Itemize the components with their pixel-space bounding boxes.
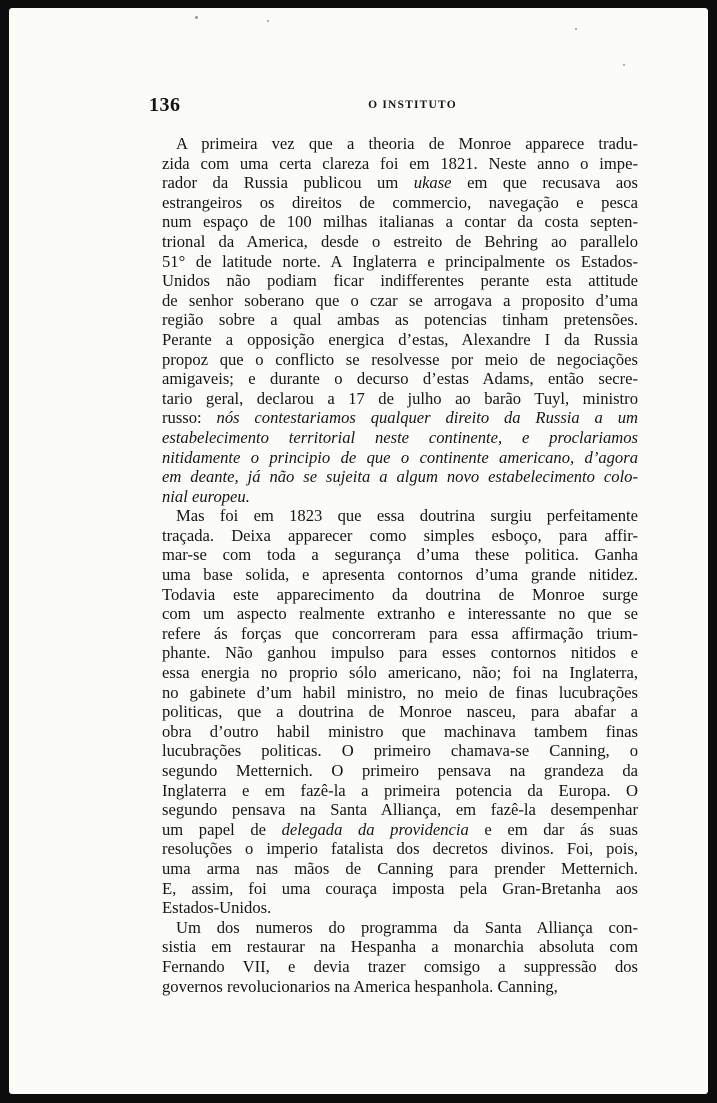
text-run: mar-se com toda a segurança d’uma these politica. Ganha xyxy=(162,545,638,565)
text-run: em que recusava aos xyxy=(451,173,638,193)
text-run: propoz que o conflicto se resolvesse por meio de negociações xyxy=(162,349,638,369)
page-header xyxy=(149,94,636,122)
scan-speck xyxy=(267,20,269,22)
text-line xyxy=(162,663,638,683)
text-line xyxy=(162,448,638,468)
page-number: 136 xyxy=(149,94,181,116)
text-run: de senhor soberano que o czar se arrogava a proposito d’uma xyxy=(162,290,638,310)
text-line xyxy=(162,898,638,918)
text-line xyxy=(162,937,638,957)
text-run: zida com uma certa clareza foi em 1821. Neste anno o impe- xyxy=(162,153,638,173)
italic-text: nial europeu. xyxy=(162,486,250,506)
text-run: politicas, que a doutrina de Monroe nasceu, para abafar a xyxy=(162,702,638,722)
text-run: tario geral, declarou a 17 de julho ao barão Tuyl, ministro xyxy=(162,388,638,408)
text-run: A primeira vez que a theoria de Monroe apparece tradu- xyxy=(176,134,638,153)
text-line xyxy=(162,154,638,174)
text-line xyxy=(162,134,638,154)
text-line xyxy=(162,781,638,801)
text-line xyxy=(162,310,638,330)
text-run: Um dos numeros do programma da Santa Alliança con- xyxy=(176,917,638,937)
text-run: rador da Russia publicou um xyxy=(162,173,414,193)
text-line xyxy=(162,545,638,565)
text-run: Todavia este apparecimento da doutrina de Monroe surge xyxy=(162,584,638,604)
text-run: russo: xyxy=(162,408,217,428)
text-run: trional da America, desde o estreito de Behring ao parallelo xyxy=(162,231,638,251)
text-run: um papel de xyxy=(162,819,282,839)
text-line xyxy=(162,820,638,840)
scanned-page xyxy=(9,8,708,1094)
text-line xyxy=(162,918,638,938)
text-line xyxy=(162,957,638,977)
text-run: 51° de latitude norte. A Inglaterra e principalmente os Estados- xyxy=(162,251,638,271)
scan-speck xyxy=(623,64,625,66)
text-run: num espaço de 100 milhas italianas a contar da costa septen- xyxy=(162,212,638,232)
text-line xyxy=(162,252,638,272)
text-run: E, assim, foi uma couraça imposta pela Gran-Bretanha aos xyxy=(162,878,638,898)
text-run: sistia em restaurar na Hespanha a monarchia absoluta com xyxy=(162,937,638,957)
text-run: Inglaterra e em fazê-la a primeira potencia da Europa. O xyxy=(162,780,638,800)
text-line xyxy=(162,291,638,311)
text-run: uma base solida, e apresenta contornos d’uma grande nitidez. xyxy=(162,565,638,585)
text-run: Unidos não podiam ficar indifferentes perante esta attitude xyxy=(162,271,638,291)
text-run: Mas foi em 1823 que essa doutrina surgiu perfeitamente xyxy=(176,506,638,526)
italic-text: em deante, já não se sujeita a algum novo estabelecimento colo- xyxy=(162,467,638,487)
scan-speck xyxy=(575,28,577,30)
text-line xyxy=(162,467,638,487)
text-run: Estados-Unidos. xyxy=(162,898,272,918)
text-run: lucubrações politicas. O primeiro chamava-se Canning, o xyxy=(162,741,638,761)
running-title: O INSTITUTO xyxy=(368,99,457,111)
text-run: segundo pensava na Santa Alliança, em fazê-la desempenhar xyxy=(162,800,638,820)
text-run: governos revolucionarios na America hespanhola. Canning, xyxy=(162,976,558,996)
text-run: refere ás forças que concorreram para essa affirmação trium- xyxy=(162,623,638,643)
text-line xyxy=(162,408,638,428)
text-line xyxy=(162,565,638,585)
text-line xyxy=(162,879,638,899)
text-run: obra d’outro habil ministro que machinava tambem finas xyxy=(162,721,638,741)
italic-text: estabelecimento territorial neste continente, e proclariamos xyxy=(162,427,638,447)
text-line xyxy=(162,585,638,605)
text-line xyxy=(162,526,638,546)
text-run: Fernando VII, e devia trazer comsigo a suppressão dos xyxy=(162,956,638,976)
text-run: traçada. Deixa apparecer como simples esboço, para affir- xyxy=(162,525,638,545)
text-line xyxy=(162,643,638,663)
text-run: e em dar ás suas xyxy=(468,819,638,839)
text-line xyxy=(162,212,638,232)
italic-text: delegada da providencia xyxy=(281,819,469,839)
text-line xyxy=(162,624,638,644)
italic-text: nitidamente o principio de que o continente americano, d’agora xyxy=(162,447,638,467)
text-run: essa energia no proprio sólo americano, não; foi na Inglaterra, xyxy=(162,663,638,683)
text-line xyxy=(162,369,638,389)
italic-text: ukase xyxy=(413,173,452,193)
text-run: phante. Não ganhou impulso para esses contornos nitidos e xyxy=(162,643,638,663)
text-line xyxy=(162,193,638,213)
text-line xyxy=(162,839,638,859)
text-line xyxy=(162,800,638,820)
text-line xyxy=(162,604,638,624)
text-line xyxy=(162,389,638,409)
text-line xyxy=(162,487,638,507)
text-line xyxy=(162,859,638,879)
text-line xyxy=(162,428,638,448)
text-line xyxy=(162,683,638,703)
text-run: resoluções o imperio fatalista dos decretos divinos. Foi, pois, xyxy=(162,839,638,859)
italic-text: nós contestariamos qualquer direito da Russia a um xyxy=(216,408,638,428)
text-run: com um aspecto realmente extranho e interessante no que se xyxy=(162,604,638,624)
text-line xyxy=(162,506,638,526)
scan-speck xyxy=(195,16,198,19)
text-run: estrangeiros os direitos de commercio, navegação e pesca xyxy=(162,192,638,212)
body-text xyxy=(162,134,638,996)
text-run: segundo Metternich. O primeiro pensava na grandeza da xyxy=(162,761,638,780)
text-line xyxy=(162,761,638,781)
text-run: amigaveis; e durante o decurso d’estas Adams, então secre- xyxy=(162,369,638,389)
text-line xyxy=(162,271,638,291)
text-line xyxy=(162,977,638,997)
text-run: uma arma nas mãos de Canning para prender Metternich. xyxy=(162,858,638,878)
text-line xyxy=(162,741,638,761)
text-line xyxy=(162,702,638,722)
text-run: no gabinete d’um habil ministro, no meio de finas lucubrações xyxy=(162,682,638,702)
text-run: Perante a opposição energica d’estas, Alexandre I da Russia xyxy=(162,329,638,349)
text-line xyxy=(162,330,638,350)
text-line xyxy=(162,173,638,193)
text-line xyxy=(162,722,638,742)
text-line xyxy=(162,232,638,252)
text-run: região sobre a qual ambas as potencias tinham pretensões. xyxy=(162,310,638,330)
text-line xyxy=(162,350,638,370)
